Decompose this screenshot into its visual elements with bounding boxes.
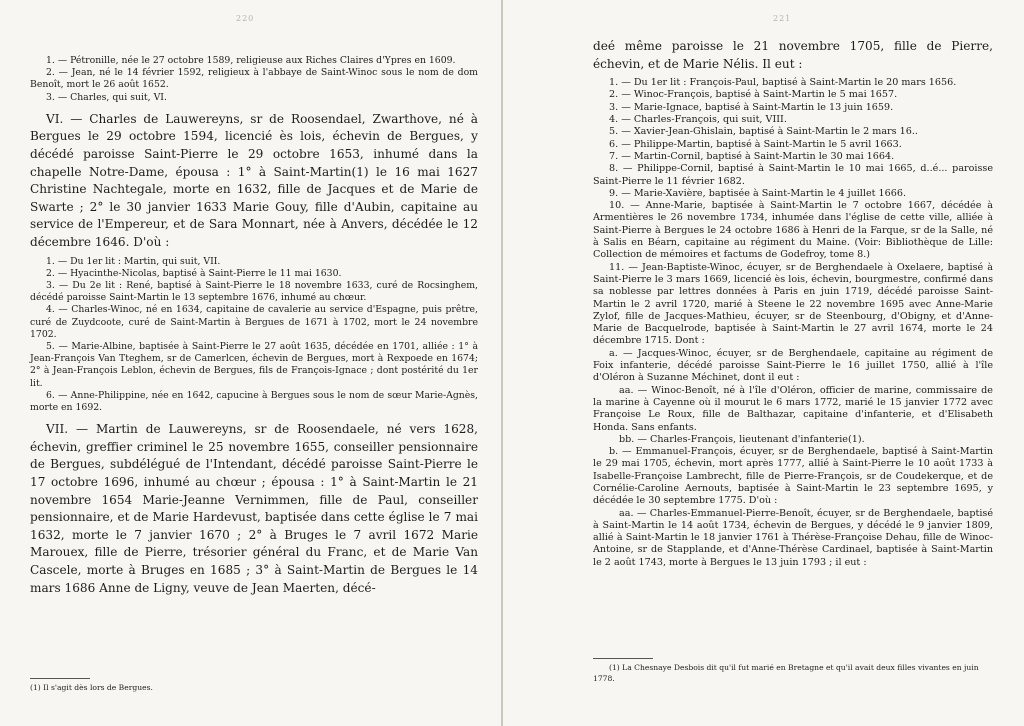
child-item: 6. — Anne-Philippine, née en 1642, capucine à Bergues sous le nom de sœur Marie-Agnès, morte en 1692. — [30, 389, 478, 413]
left-footnote-block — [30, 678, 478, 694]
generation-VI-paragraph: VI. — Charles de Lauwereyns, sr de Roosendael, Zwarthove, né à Bergues le 29 octobre 1594, licencié ès lois, échevin de Bergues, y décédé paroisse Saint-Pierre le 29 octobre 1653, inhumé dans la chapelle Notre-Dame, épousa : 1° à Saint-Martin(1) le 16 mai 1627 Christine Nachtegale, morte en 1632, fille de Jacques et de Marie de Swarte ; 2° le 30 janvier 1633 Marie Gouy, fille d'Aubin, capitaine au service de l'Empereur, et de Sara Monnart, née à Anvers, décédée le 12 décembre 1646. D'où : — [30, 111, 478, 249]
intro-item: 2. — Jean, né le 14 février 1592, religieux à l'abbaye de Saint-Winoc sous le nom de dom Benoît, mort le 26 août 1652. — [30, 67, 478, 91]
child-item: 5. — Marie-Albine, baptisée à Saint-Pierre le 27 août 1635, décédée en 1701, alliée : 1° à Jean-François Van Tteghem, sr de Camerlcen, échevin de Bergues, mort à Rexpoede en 1674; 2° à Jean-François Leblon, échevin de Bergues, fils de François-Ignace ; dont postérité du 1er lit. — [30, 340, 478, 389]
footnote-rule — [30, 678, 90, 679]
sub-entry-aa: aa. — Winoc-Benoît, né à l'île d'Oléron, officier de marine, commissaire de la marine à Cayenne où il mourut le 6 mars 1772, marié le 15 janvier 1772 avec Françoise Le Roux, fille de Balthazar, capitaine d'infanterie, et d'Elisabeth Honda. Sans enfants. — [593, 384, 993, 433]
right-footnote: (1) La Chesnaye Desbois dit qu'il fut marié en Bretagne et qu'il avait deux filles vivantes en juin 1778. — [593, 663, 979, 683]
generation-VII-paragraph: VII. — Martin de Lauwereyns, sr de Roosendaele, né vers 1628, échevin, greffier criminel le 25 novembre 1655, conseiller pensionnaire de Bergues, subdélégué de l'Intendant, décédé paroisse Saint-Pierre le 17 octobre 1696, inhumé au chœur ; épousa : 1° à Saint-Martin le 21 novembre 1654 Marie-Jeanne Vernimmen, fille de Paul, conseiller pensionnaire, et de Marie Hardevust, baptisée dans cette église le 7 mai 1632, morte le 7 janvier 1670 ; 2° à Bruges le 7 avril 1672 Marie Marouex, fille de Pierre, trésorier général du Franc, et de Marie Van Cascele, morte à Bruges en 1685 ; 3° à Saint-Martin de Bergues le 14 mars 1686 Anne de Ligny, veuve de Jean Maerten, décé- — [30, 422, 478, 595]
child-item: 4. — Charles-François, qui suit, VIII. — [609, 114, 787, 126]
left-page — [0, 0, 501, 726]
sub-entry-b: b. — Emmanuel-François, écuyer, sr de Berghendaele, baptisé à Saint-Martin le 29 mai 1705, échevin, mort après 1777, allié à Saint-Pierre le 10 août 1733 à Isabelle-Françoise Lambrecht, fille de Pierre-François, sr de Coudekerque, et de Cornélie-Caroline Aernouts, baptisée à Saint-Martin le 23 septembre 1695, y décédée le 30 septembre 1775. D'où : — [593, 446, 993, 507]
children-VII-list — [593, 77, 993, 348]
left-page-number: 220 — [236, 14, 255, 23]
child-item: 2. — Winoc-François, baptisé à Saint-Martin le 5 mai 1657. — [609, 89, 898, 101]
child-item: 1. — Du 1er lit : Martin, qui suit, VII. — [46, 255, 221, 267]
child-item: 10. — Anne-Marie, baptisée à Saint-Martin le 7 octobre 1667, décédée à Armentières le 26 novembre 1734, inhumée dans l'église de cette ville, alliée à Saint-Pierre à Bergues le 24 octobre 1686 à Henri de la Farque, sr de la Salle, né à Salis en Béarn, capitaine au régiment du Maine. (Voir: Bibliothèque de Lille: Collection de mémoires et factums de Godefroy, tome 8.) — [593, 200, 993, 261]
child-item: 3. — Du 2e lit : René, baptisé à Saint-Pierre le 18 novembre 1633, curé de Rocsinghem, décédé paroisse Saint-Martin le 13 septembre 1676, inhumé au chœur. — [30, 279, 478, 304]
child-item: 11. — Jean-Baptiste-Winoc, écuyer, sr de Berghendaele à Oxelaere, baptisé à Saint-Pierre le 3 mars 1669, licencié ès lois, échevin, bourgmestre, confirmé dans sa noblesse par lettres données à Paris en juin 1719, décédé paroisse Saint-Martin le 2 avril 1720, marié à Steene le 22 novembre 1695 avec Anne-Marie Zylof, fille de Jacques-Mathieu, écuyer, sr de Steenbourg, d'Obigny, et d'Anne-Marie de Bacquelrode, baptisée à Saint-Martin le 27 avril 1674, morte le 24 décembre 1715. Dont : — [593, 261, 993, 347]
children-VI-list — [30, 256, 478, 415]
intro-item: 3. — Charles, qui suit, VI. — [46, 91, 167, 103]
sub-entry-a: a. — Jacques-Winoc, écuyer, sr de Berghendaele, capitaine au régiment de Foix infanterie, décédé paroisse Saint-Pierre le 16 juillet 1750, allié à l'île d'Oléron à Suzanne Méchinet, dont il eut : — [593, 347, 993, 384]
right-column — [593, 38, 993, 569]
continuation-paragraph: deé même paroisse le 21 novembre 1705, fille de Pierre, échevin, et de Marie Nélis. Il eut : — [593, 39, 993, 71]
child-item: 7. — Martin-Cornil, baptisé à Saint-Martin le 30 mai 1664. — [609, 150, 895, 162]
intro-item: 1. — Pétronille, née le 27 octobre 1589, religieuse aux Riches Claires d'Ypres en 1609. — [46, 55, 456, 66]
child-item: 9. — Marie-Xavière, baptisée à Saint-Martin le 4 juillet 1666. — [609, 187, 906, 199]
right-footnote-block — [593, 658, 993, 684]
left-footnote: (1) Il s'agit dès lors de Bergues. — [30, 683, 153, 692]
left-column — [30, 55, 478, 597]
child-item: 2. — Hyacinthe-Nicolas, baptisé à Saint-Pierre le 11 mai 1630. — [46, 267, 342, 279]
child-item: 1. — Du 1er lit : François-Paul, baptisé à Saint-Martin le 20 mars 1656. — [609, 77, 957, 89]
child-item: 3. — Marie-Ignace, baptisé à Saint-Martin le 13 juin 1659. — [609, 101, 894, 113]
child-item: 5. — Xavier-Jean-Ghislain, baptisé à Saint-Martin le 2 mars 16.. — [609, 126, 918, 138]
sub-entry-b-aa: aa. — Charles-Emmanuel-Pierre-Benoît, écuyer, sr de Berghendaele, baptisé à Saint-Martin le 14 août 1734, échevin de Bergues, y décédé le 9 janvier 1809, allié à Saint-Martin le 18 janvier 1761 à Thérèse-Françoise Dehau, fille de Winoc-Antoine, sr de Stapplande, et d'Anne-Thérèse Cardinael, baptisée à Saint-Martin le 2 août 1743, morte à Bergues le 13 juin 1793 ; il eut : — [593, 507, 993, 568]
child-item: 4. — Charles-Winoc, né en 1634, capitaine de cavalerie au service d'Espagne, puis prêtre, curé de Zuydcoote, curé de Saint-Martin à Bergues de 1671 à 1702, mort le 24 novembre 1702. — [30, 304, 478, 340]
right-page-number: 221 — [773, 14, 792, 23]
child-item: 6. — Philippe-Martin, baptisé à Saint-Martin le 5 avril 1663. — [609, 138, 902, 150]
sub-entry-bb: bb. — Charles-François, lieutenant d'infanterie(1). — [619, 433, 865, 445]
right-page — [503, 0, 1024, 726]
footnote-rule — [593, 658, 653, 659]
child-item: 8. — Philippe-Cornil, baptisé à Saint-Martin le 10 mai 1665, d..é... paroisse Saint-Pierre le 11 février 1682. — [593, 163, 993, 187]
